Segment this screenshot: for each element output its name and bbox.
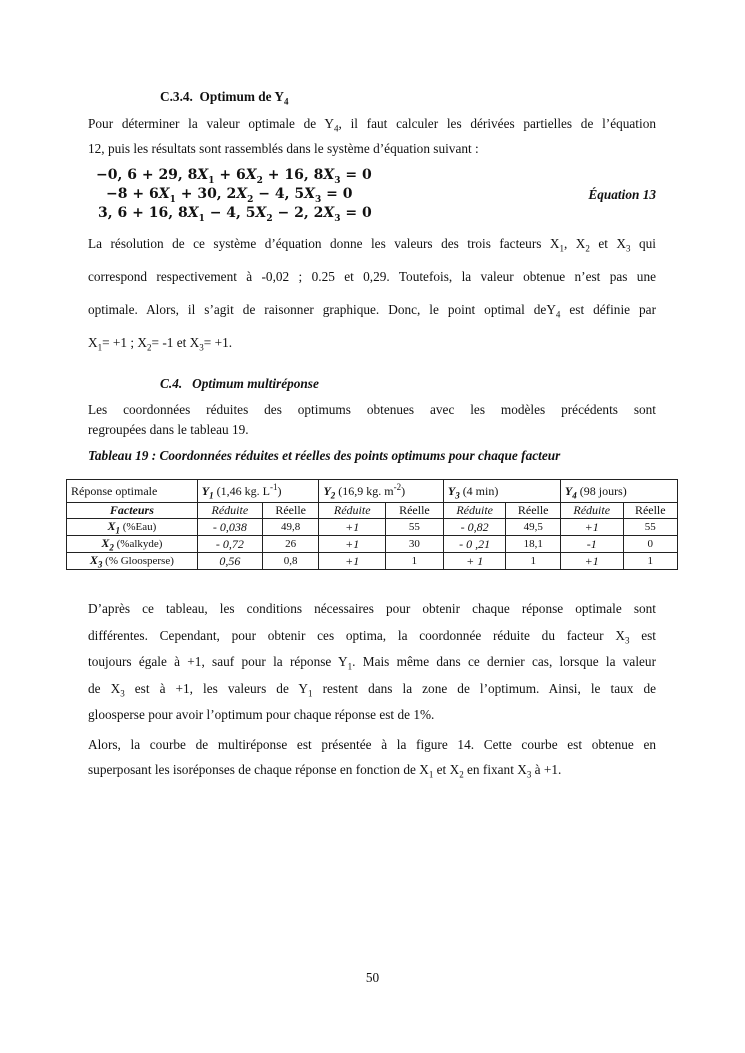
text-segment: X xyxy=(245,167,257,183)
text-segment: est à +1, les valeurs de Y xyxy=(124,680,309,696)
heading-title: Optimum multiréponse xyxy=(192,376,319,391)
factor-symbol: X xyxy=(107,519,116,533)
text-segment: 3 xyxy=(120,688,125,699)
text-segment: X xyxy=(197,167,209,183)
table-optimums xyxy=(66,479,678,570)
text-segment: gloosperse pour avoir l’optimum pour chaque réponse est de 1%. xyxy=(88,707,435,722)
text-segment: différentes. Cependant, pour obtenir ces optima, la coordonnée réduite du facteur X xyxy=(88,627,625,643)
text-segment: 2 xyxy=(147,342,152,353)
text-line xyxy=(88,420,656,440)
text-segment: est définie par xyxy=(560,302,656,317)
response-header xyxy=(560,480,677,503)
text-line xyxy=(88,626,656,646)
real-value-cell: 1 xyxy=(506,553,560,570)
reduced-value-cell: +1 xyxy=(319,553,386,570)
real-value-cell: 55 xyxy=(386,519,444,536)
text-segment: X xyxy=(236,186,248,202)
page-number: 50 xyxy=(365,970,380,985)
factor-subscript: 2 xyxy=(109,542,114,553)
text-line xyxy=(88,139,656,159)
text-line xyxy=(88,114,656,134)
factor-subscript: 1 xyxy=(115,525,120,536)
text-segment: Les coordonnées réduites des optimums obtenues avec les modèles précédents sont xyxy=(88,402,656,417)
real-value-cell: 1 xyxy=(386,553,444,570)
text-segment: X xyxy=(255,205,267,221)
factor-unit: (%Eau) xyxy=(119,521,157,533)
real-label: Réelle xyxy=(262,503,319,519)
factor-cell xyxy=(67,536,198,553)
reduced-label: Réduite xyxy=(319,503,386,519)
text-segment: = +1. xyxy=(203,335,233,350)
text-segment: + 30, 2 xyxy=(175,186,237,202)
real-value-cell: 30 xyxy=(386,536,444,553)
text-segment: La résolution de ce système d’équation donne les valeurs des trois facteurs X xyxy=(88,236,560,251)
text-segment: X xyxy=(323,167,335,183)
text-segment: . Mais même dans ce dernier cas, lorsque la valeur xyxy=(352,654,656,669)
equation-2 xyxy=(106,186,353,205)
response-subscript: 1 xyxy=(209,489,214,500)
heading-number: C.3.4. xyxy=(160,89,193,104)
real-label: Réelle xyxy=(623,503,677,519)
reduced-value-cell: 0,56 xyxy=(197,553,262,570)
text-line xyxy=(88,599,656,619)
heading-subscript: 4 xyxy=(284,96,289,107)
text-line xyxy=(88,760,656,780)
text-segment: 1 xyxy=(169,194,176,205)
text-segment: 3, 6 + 16, 8 xyxy=(98,205,188,221)
reduced-value-cell: - 0 ,21 xyxy=(443,536,506,553)
response-unit: (4 min) xyxy=(459,483,499,498)
real-value-cell: 18,1 xyxy=(506,536,560,553)
text-segment: 2 xyxy=(256,175,263,186)
reduced-value-cell: +1 xyxy=(319,519,386,536)
text-segment: 2 xyxy=(585,243,590,254)
text-segment: X xyxy=(304,186,316,202)
reduced-label: Réduite xyxy=(560,503,623,519)
text-segment: , il faut calculer les dérivées partielles de l’équation xyxy=(338,116,656,131)
text-segment: 1 xyxy=(347,661,353,672)
text-segment: = 0 xyxy=(340,167,372,183)
table-caption: Tableau 19 : Coordonnées réduites et réelles des points optimums pour chaque facteur xyxy=(88,448,561,463)
text-segment: à +1. xyxy=(531,762,562,777)
table-header-row xyxy=(67,480,678,503)
text-segment: −0, 6 + 29, 8 xyxy=(96,167,198,183)
table-subheader-row xyxy=(67,503,678,519)
text-segment: X xyxy=(158,186,170,202)
reduced-value-cell: +1 xyxy=(560,553,623,570)
text-segment: + 16, 8 xyxy=(262,167,324,183)
real-label: Réelle xyxy=(386,503,444,519)
reduced-value-cell: -1 xyxy=(560,536,623,553)
response-unit: (98 jours) xyxy=(576,483,627,498)
text-segment: toujours égale à +1, sauf pour la réponse Y xyxy=(88,654,348,669)
real-value-cell: 49,5 xyxy=(506,519,560,536)
table-row xyxy=(67,536,678,553)
text-segment: 3 xyxy=(626,243,631,254)
text-segment: − 4, 5 xyxy=(204,205,256,221)
text-line xyxy=(88,652,656,672)
reduced-value-cell: +1 xyxy=(560,519,623,536)
text-line xyxy=(88,333,656,353)
equation-1 xyxy=(96,167,372,186)
text-segment: X xyxy=(88,335,98,350)
text-segment: optimale. Alors, il s’agit de raisonner graphique. Donc, le point optimal deY xyxy=(88,302,556,317)
table-row xyxy=(67,519,678,536)
text-line xyxy=(88,267,656,287)
text-segment: 4 xyxy=(334,123,339,134)
real-value-cell: 55 xyxy=(623,519,677,536)
text-segment: et X xyxy=(433,762,460,777)
text-segment: 2 xyxy=(247,194,254,205)
text-segment: 3 xyxy=(199,342,204,353)
real-value-cell: 49,8 xyxy=(262,519,319,536)
response-unit: (16,9 kg. m xyxy=(335,483,394,498)
equation-label: Équation 13 xyxy=(588,187,656,202)
corner-cell: Réponse optimale xyxy=(67,480,198,503)
response-header xyxy=(319,480,443,503)
response-unit-exponent: -2 xyxy=(393,481,402,492)
text-segment: − 2, 2 xyxy=(272,205,324,221)
text-segment: = +1 ; X xyxy=(102,335,148,350)
text-segment: 12, puis les résultats sont rassemblés dans le système d’équation suivant : xyxy=(88,141,479,156)
text-segment: − 4, 5 xyxy=(253,186,305,202)
text-segment: = -1 et X xyxy=(151,335,200,350)
text-segment: + 6 xyxy=(214,167,246,183)
factor-symbol: X xyxy=(89,553,98,567)
factor-symbol: X xyxy=(101,536,110,550)
factor-cell xyxy=(67,553,198,570)
reduced-value-cell: - 0,038 xyxy=(197,519,262,536)
real-label: Réelle xyxy=(506,503,560,519)
response-subscript: 2 xyxy=(330,489,336,500)
real-value-cell: 0,8 xyxy=(262,553,319,570)
text-segment: D’après ce tableau, les conditions nécessaires pour obtenir chaque réponse optimale sont xyxy=(88,601,656,616)
heading-number: C.4. xyxy=(160,376,183,391)
text-segment: 3 xyxy=(334,175,341,186)
text-segment: superposant les isoréponses de chaque réponse en fonction de X xyxy=(88,762,429,777)
real-value-cell: 0 xyxy=(623,536,677,553)
text-segment: = 0 xyxy=(340,205,372,221)
factor-unit: (% Gloosperse) xyxy=(102,555,174,567)
reduced-label: Réduite xyxy=(197,503,262,519)
response-header xyxy=(443,480,560,503)
text-segment: 3 xyxy=(624,635,630,646)
text-segment: −8 + 6 xyxy=(106,186,159,202)
reduced-value-cell: +1 xyxy=(319,536,386,553)
factor-unit: (%alkyde) xyxy=(113,538,163,550)
text-segment: 2 xyxy=(459,769,464,780)
text-segment: est xyxy=(629,627,656,643)
text-segment: 2 xyxy=(266,213,273,224)
text-segment: , X xyxy=(564,236,586,251)
text-line xyxy=(88,234,656,254)
reduced-value-cell: - 0,82 xyxy=(443,519,506,536)
text-segment: Pour déterminer la valeur optimale de Y xyxy=(88,116,335,131)
response-unit-close: ) xyxy=(277,483,282,498)
response-unit-close: ) xyxy=(401,483,406,498)
text-segment: 3 xyxy=(315,194,322,205)
text-segment: 1 xyxy=(308,688,313,699)
text-segment: 4 xyxy=(555,309,561,320)
text-segment: 1 xyxy=(428,769,434,780)
response-symbol: Y xyxy=(447,483,456,498)
reduced-value-cell: + 1 xyxy=(443,553,506,570)
text-segment: en fixant X xyxy=(463,762,527,777)
response-unit-exponent: -1 xyxy=(269,481,278,492)
table-row xyxy=(67,553,678,570)
text-segment: Alors, la courbe de multiréponse est présentée à la figure 14. Cette courbe est obtenue en xyxy=(88,737,656,752)
response-subscript: 4 xyxy=(572,489,577,500)
text-segment: correspond respectivement à -0,02 ; 0.25 et 0,29. Toutefois, la valeur obtenue n’est pas une xyxy=(88,269,656,284)
equation-3 xyxy=(98,205,372,224)
text-line xyxy=(88,705,656,725)
text-segment: 1 xyxy=(208,175,215,186)
heading-optimum-y4 xyxy=(160,89,289,105)
text-segment: et X xyxy=(589,236,627,251)
text-segment: 1 xyxy=(559,243,564,254)
text-segment: regroupées dans le tableau 19. xyxy=(88,422,249,437)
text-segment: = 0 xyxy=(321,186,353,202)
response-symbol: Y xyxy=(564,483,573,498)
response-header xyxy=(197,480,319,503)
text-segment: de X xyxy=(88,680,121,696)
factor-cell xyxy=(67,519,198,536)
text-line xyxy=(88,400,656,420)
text-segment: X xyxy=(187,205,199,221)
text-line xyxy=(88,679,656,699)
text-segment: 1 xyxy=(97,342,103,353)
real-value-cell: 1 xyxy=(623,553,677,570)
real-value-cell: 26 xyxy=(262,536,319,553)
text-segment: 1 xyxy=(198,213,205,224)
heading-title: Optimum de Y xyxy=(199,89,284,104)
text-line xyxy=(88,735,656,755)
response-subscript: 3 xyxy=(455,489,460,500)
factors-label: Facteurs xyxy=(67,503,198,519)
text-line xyxy=(88,300,656,320)
text-segment: X xyxy=(323,205,335,221)
text-segment: 3 xyxy=(526,769,532,780)
response-unit: (1,46 kg. L xyxy=(213,483,270,498)
text-segment: 3 xyxy=(334,213,341,224)
heading-multireponse xyxy=(160,376,319,392)
factor-subscript: 3 xyxy=(97,559,103,570)
text-segment: restent dans la zone de l’optimum. Ainsi, le taux de xyxy=(312,680,656,696)
response-symbol: Y xyxy=(201,483,210,498)
reduced-label: Réduite xyxy=(443,503,506,519)
text-segment: qui xyxy=(630,236,656,251)
reduced-value-cell: - 0,72 xyxy=(197,536,262,553)
response-symbol: Y xyxy=(323,483,331,498)
